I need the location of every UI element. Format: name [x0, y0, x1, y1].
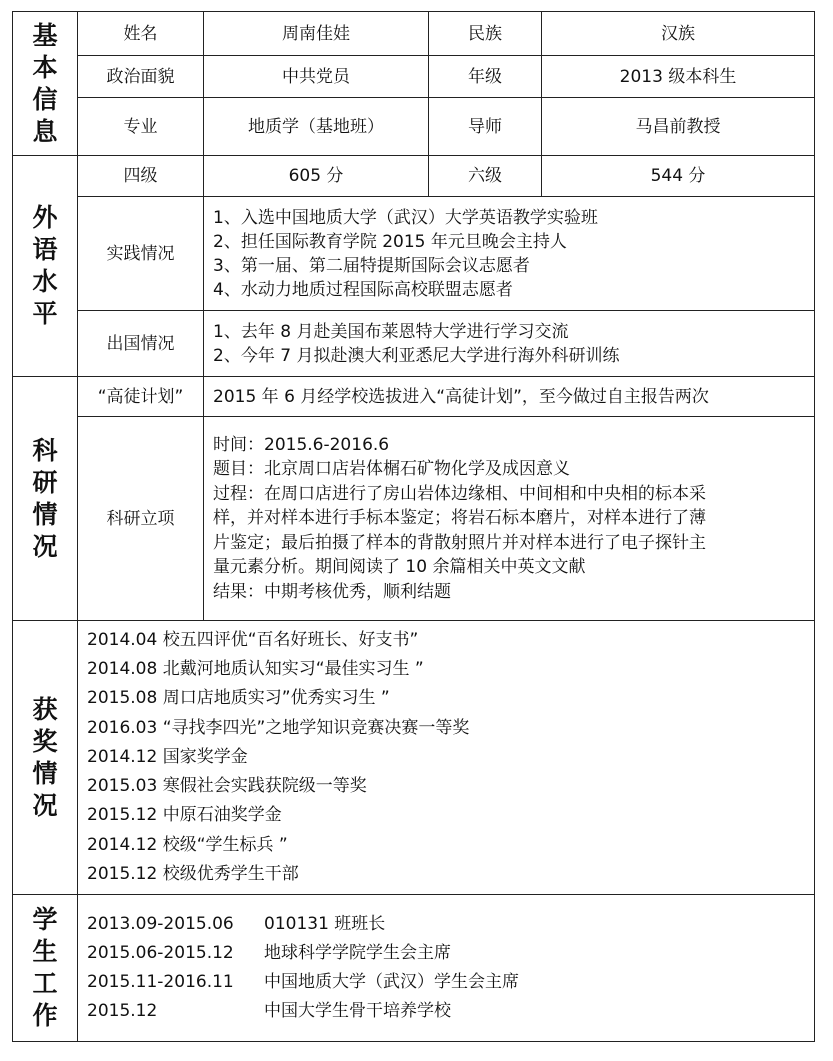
grade-label: 年级	[429, 56, 542, 98]
advisor-label: 导师	[429, 98, 542, 156]
list-item	[87, 968, 814, 997]
plan-value: 2015 年 6 月经学校选拔进入“高徒计划”，至今做过自主报告两次	[204, 377, 815, 417]
project-line: 量元素分析。期间阅读了 10 余篇相关中英文文献	[213, 557, 586, 578]
list-item	[87, 997, 814, 1026]
work-role: 地球科学学院学生会主席	[264, 943, 451, 963]
name-label: 姓名	[78, 12, 204, 56]
list-item: 2014.04 校五四评优“百名好班长、好支书”	[87, 629, 419, 650]
list-item: 2015.12 中原石油奖学金	[87, 805, 282, 826]
section-language-title: 外语水平	[32, 203, 58, 328]
work-role: 中国地质大学（武汉）学生会主席	[264, 972, 519, 992]
work-time: 2015.06-2015.12	[87, 943, 234, 963]
project-line: 时间：2015.6-2016.6	[213, 434, 390, 455]
list-item: 2016.03 “寻找李四光”之地学知识竞赛决赛一等奖	[87, 717, 470, 738]
list-item: 2015.03 寒假社会实践获院级一等奖	[87, 776, 367, 797]
list-item: 2、担任国际教育学院 2015 年元旦晚会主持人	[213, 231, 567, 252]
cet4-value: 605 分	[204, 156, 429, 197]
section-awards	[13, 621, 78, 895]
plan-label: “高徒计划”	[78, 377, 204, 417]
list-item: 2015.08 周口店地质实习”优秀实习生 ”	[87, 688, 390, 709]
list-item: 2014.12 校级“学生标兵 ”	[87, 834, 288, 855]
section-basic-info	[13, 12, 78, 156]
abroad-list	[204, 311, 815, 377]
major-label: 专业	[78, 98, 204, 156]
section-language	[13, 156, 78, 377]
project-line: 过程：在周口店进行了房山岩体边缘相、中间相和中央相的标本采	[213, 483, 706, 504]
list-item: 2014.12 国家奖学金	[87, 746, 248, 767]
resume-table	[12, 11, 815, 1042]
list-item	[87, 910, 814, 939]
list-item: 1、入选中国地质大学（武汉）大学英语教学实验班	[213, 207, 598, 228]
section-student-work	[13, 895, 78, 1042]
awards-list	[78, 621, 815, 895]
practice-label: 实践情况	[78, 197, 204, 311]
list-item: 4、水动力地质过程国际高校联盟志愿者	[213, 279, 513, 300]
list-item: 1、去年 8 月赴美国布莱恩特大学进行学习交流	[213, 321, 569, 342]
cet6-value: 544 分	[542, 156, 815, 197]
ethnicity-value: 汉族	[542, 12, 815, 56]
work-role: 010131 班班长	[264, 914, 386, 934]
practice-list	[204, 197, 815, 311]
project-line: 结果：中期考核优秀，顺利结题	[213, 581, 451, 602]
section-research-title: 科研情况	[32, 435, 58, 561]
project-label: 科研立项	[78, 417, 204, 621]
major-value: 地质学（基地班）	[204, 98, 429, 156]
work-role: 中国大学生骨干培养学校	[264, 1001, 451, 1021]
ethnicity-label: 民族	[429, 12, 542, 56]
student-work-list	[78, 895, 815, 1042]
work-time: 2015.12	[87, 1001, 158, 1021]
cet6-label: 六级	[429, 156, 542, 197]
section-research	[13, 377, 78, 621]
grade-value: 2013 级本科生	[542, 56, 815, 98]
list-item: 3、第一届、第二届特提斯国际会议志愿者	[213, 255, 530, 276]
advisor-value: 马昌前教授	[542, 98, 815, 156]
section-basic-info-title: 基本信息	[32, 20, 58, 146]
list-item: 2、今年 7 月拟赴澳大利亚悉尼大学进行海外科研训练	[213, 345, 620, 366]
section-awards-title: 获奖情况	[32, 694, 58, 820]
project-line: 题目：北京周口店岩体榍石矿物化学及成因意义	[213, 459, 570, 480]
project-line: 样，并对样本进行手标本鉴定；将岩石标本磨片，对样本进行了薄	[213, 508, 706, 529]
cet4-label: 四级	[78, 156, 204, 197]
section-student-work-title: 学生工作	[32, 905, 58, 1030]
list-item	[87, 939, 814, 968]
project-line: 片鉴定；最后拍摄了样本的背散射照片并对样本进行了电子探针主	[213, 532, 706, 553]
political-value: 中共党员	[204, 56, 429, 98]
work-time: 2013.09-2015.06	[87, 914, 234, 934]
abroad-label: 出国情况	[78, 311, 204, 377]
name-value: 周南佳娃	[204, 12, 429, 56]
project-details	[204, 417, 815, 621]
list-item: 2014.08 北戴河地质认知实习“最佳实习生 ”	[87, 658, 424, 679]
work-time: 2015.11-2016.11	[87, 972, 234, 992]
list-item: 2015.12 校级优秀学生干部	[87, 864, 299, 885]
political-label: 政治面貌	[78, 56, 204, 98]
